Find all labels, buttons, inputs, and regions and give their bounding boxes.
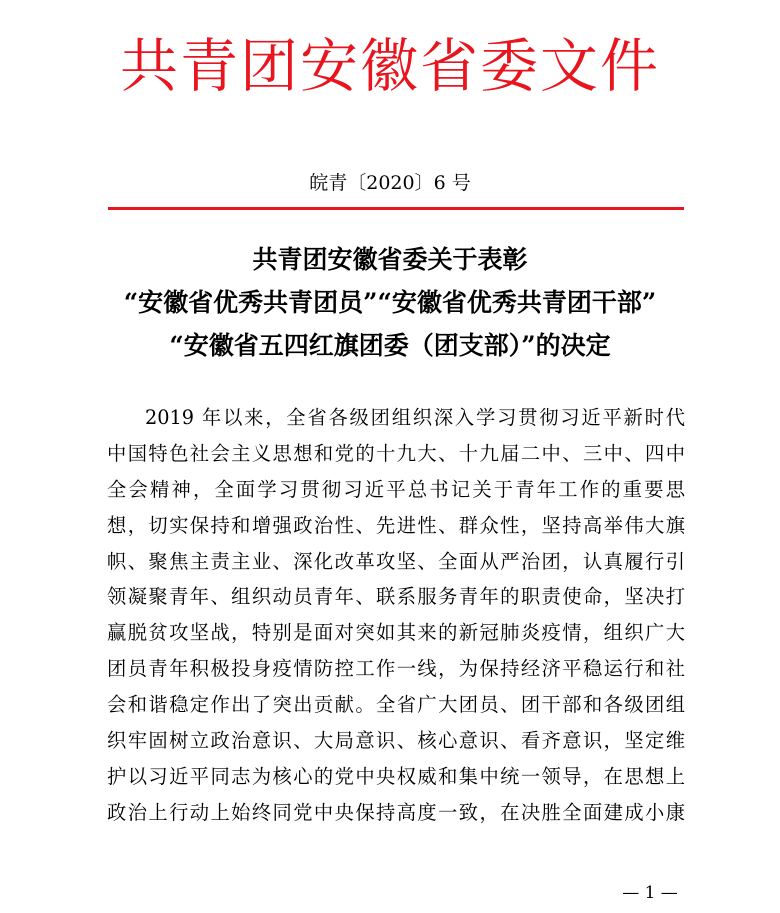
title-line: “安徽省五四红旗团委（团支部）”的决定 <box>169 331 611 360</box>
title-line: “安徽省优秀共青团员”“安徽省优秀共青团干部” <box>123 288 657 317</box>
body-line: 帜、聚焦主责主业、深化改革攻坚、全面从严治团，认真履行引 <box>107 549 685 573</box>
document-masthead: 共青团安徽省委文件 <box>119 32 660 100</box>
document-number: 皖青〔2020〕6 号 <box>309 172 471 194</box>
body-line: 团员青年积极投身疫情防控工作一线，为保持经济平稳运行和社 <box>107 657 685 681</box>
body-line: 全会精神，全面学习贯彻习近平总书记关于青年工作的重要思 <box>107 477 685 501</box>
body-line: 想，切实保持和增强政治性、先进性、群众性，坚持高举伟大旗 <box>107 513 685 537</box>
body-line: 政治上行动上始终同党中央保持高度一致，在决胜全面建成小康 <box>107 800 685 824</box>
red-divider-line <box>108 207 684 210</box>
body-line: 中国特色社会主义思想和党的十九大、十九届二中、三中、四中 <box>107 441 685 465</box>
title-line: 共青团安徽省委关于表彰 <box>252 245 528 274</box>
body-line: 织牢固树立政治意识、大局意识、核心意识、看齐意识，坚定维 <box>107 729 685 753</box>
body-line: 会和谐稳定作出了突出贡献。全省广大团员、团干部和各级团组 <box>107 693 685 717</box>
body-line: 领凝聚青年、组织动员青年、联系服务青年的职责使命，坚决打 <box>107 585 685 609</box>
page-number: — 1 — <box>622 883 678 903</box>
body-line: 赢脱贫攻坚战，特别是面对突如其来的新冠肺炎疫情，组织广大 <box>107 621 685 645</box>
body-line: 2019 年以来，全省各级团组织深入学习贯彻习近平新时代 <box>145 406 685 429</box>
body-line: 护以习近平同志为核心的党中央权威和集中统一领导，在思想上 <box>107 764 685 788</box>
document-title <box>60 238 720 367</box>
document-body <box>107 400 685 831</box>
